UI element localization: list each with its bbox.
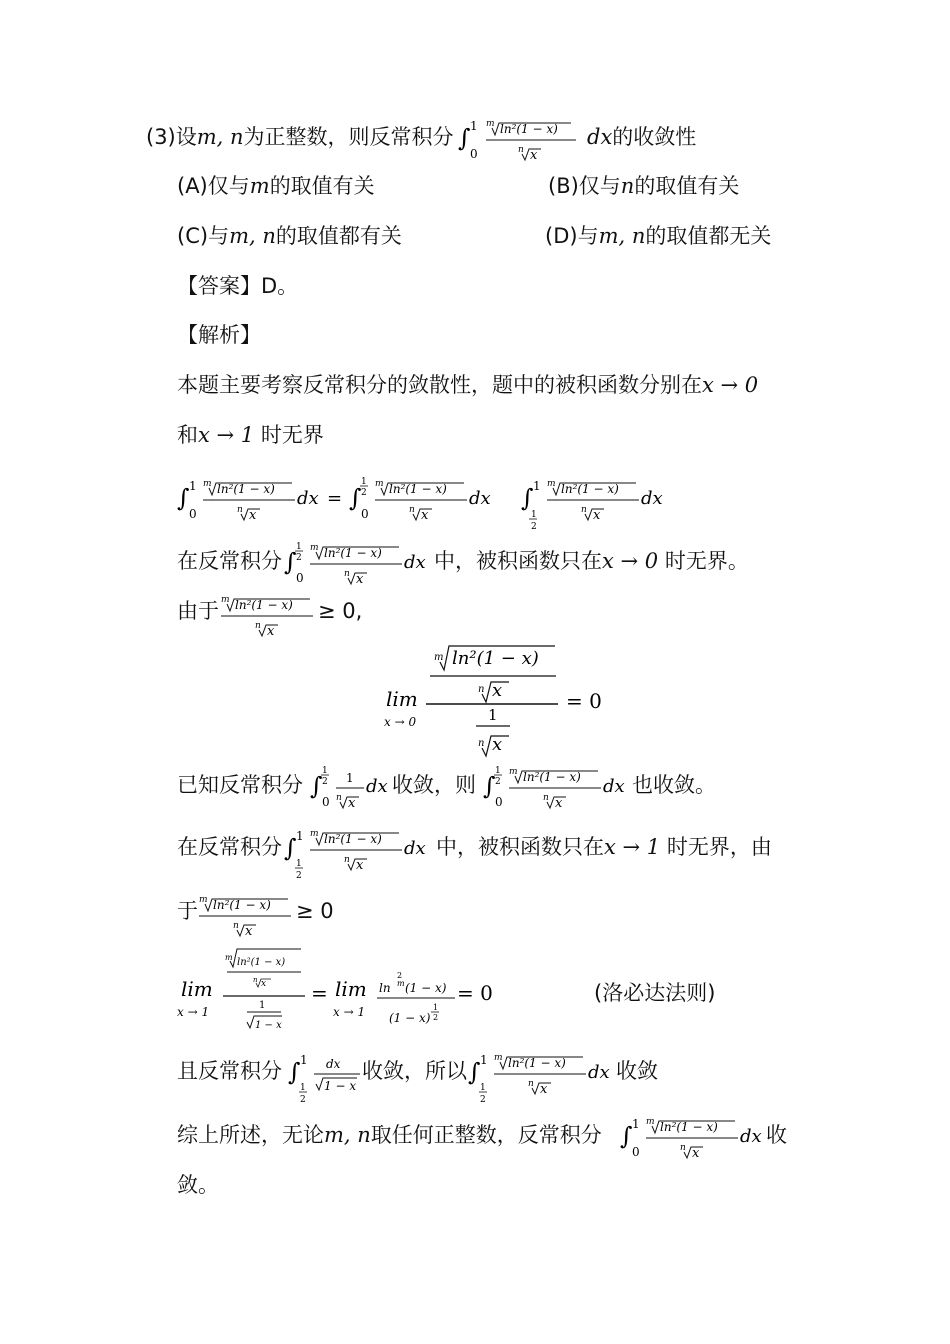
svg-text:1: 1 [259, 1000, 266, 1011]
option-a[interactable]: (A)仅与m的取值有关 [177, 174, 375, 198]
svg-text:n: n [253, 976, 258, 984]
question-tail: dx的收敛性 [587, 125, 697, 149]
integral-reference [310, 764, 390, 816]
svg-text:dx: dx [603, 776, 625, 797]
svg-text:ln²(1 − x): ln²(1 − x) [508, 1056, 566, 1070]
svg-text:dx: dx [740, 1126, 762, 1147]
limit-at-one [177, 944, 517, 1036]
svg-text:1: 1 [480, 1083, 486, 1093]
svg-text:(1 − x): (1 − x) [389, 1011, 431, 1025]
svg-text:n: n [336, 793, 342, 803]
svg-text:x: x [356, 858, 364, 873]
svg-text:x → 0: x → 0 [384, 715, 417, 729]
svg-text:n: n [344, 855, 350, 865]
svg-text:m: m [203, 479, 212, 489]
svg-text:m: m [221, 595, 230, 605]
svg-text:ln²(1 − x): ln²(1 − x) [237, 957, 286, 968]
integral-half-1-conv [468, 1050, 618, 1106]
svg-text:n: n [680, 1143, 686, 1153]
answer-line [177, 273, 298, 299]
svg-text:ln: ln [379, 981, 391, 995]
svg-text:0: 0 [632, 1145, 640, 1159]
integral-0-half [284, 540, 434, 592]
svg-text:m: m [310, 829, 319, 839]
answer-value: D。 [261, 274, 299, 298]
svg-text:= 0: = 0 [566, 689, 602, 713]
svg-text:n: n [237, 505, 243, 515]
paragraph-8-a: 综上所述，无论m, n取任何正整数，反常积分 [177, 1123, 602, 1147]
svg-text:1: 1 [296, 829, 304, 843]
svg-text:n: n [478, 738, 485, 749]
integral-0-half-b [483, 764, 633, 816]
svg-text:m: m [509, 767, 518, 777]
svg-text:n: n [543, 793, 549, 803]
option-b[interactable]: (B)仅与n的取值有关 [548, 174, 740, 198]
svg-text:1: 1 [300, 1083, 306, 1093]
svg-text:m: m [375, 479, 384, 489]
svg-text:2: 2 [480, 1095, 486, 1105]
svg-text:∫: ∫ [468, 1058, 481, 1086]
svg-text:n: n [255, 621, 261, 631]
svg-text:x: x [492, 680, 503, 701]
rule-note: (洛必达法则) [594, 981, 716, 1005]
integral-final [620, 1114, 770, 1166]
svg-text:2: 2 [296, 553, 302, 563]
answer-label: 【答案】 [177, 274, 261, 298]
svg-text:ln²(1 − x): ln²(1 − x) [324, 546, 382, 560]
svg-text:1: 1 [300, 1053, 308, 1067]
question-vars: m, n [196, 125, 244, 149]
svg-text:n: n [528, 1079, 534, 1089]
paragraph-4-c: 也收敛。 [632, 773, 716, 797]
paragraph-2-a: 在反常积分 [177, 549, 282, 573]
svg-text:n: n [233, 921, 239, 931]
svg-text:dx: dx [469, 488, 491, 509]
svg-text:dx: dx [404, 838, 426, 859]
svg-text:m: m [310, 543, 319, 553]
svg-text:n: n [478, 684, 485, 695]
svg-text:=: = [311, 981, 328, 1005]
svg-text:2: 2 [322, 777, 328, 787]
svg-text:1: 1 [488, 706, 498, 724]
integrand-fraction-b [197, 892, 297, 940]
svg-text:∫: ∫ [284, 834, 297, 862]
svg-text:2: 2 [397, 971, 403, 980]
paragraph-6-b: ≥ 0 [296, 899, 334, 923]
svg-text:x: x [267, 624, 275, 639]
svg-text:lim: lim [335, 977, 367, 1001]
analysis-label: 【解析】 [177, 323, 261, 347]
svg-text:dx: dx [588, 1062, 610, 1083]
svg-text:m: m [547, 479, 556, 489]
svg-text:1: 1 [346, 771, 354, 785]
paragraph-3-b: ≥ 0, [318, 599, 363, 623]
svg-text:n: n [344, 569, 350, 579]
svg-text:2: 2 [300, 1095, 306, 1105]
svg-text:n: n [581, 505, 587, 515]
svg-text:1: 1 [495, 766, 501, 776]
integral-half-1 [284, 826, 434, 882]
svg-text:2: 2 [433, 1013, 439, 1022]
svg-text:0: 0 [361, 507, 369, 521]
svg-text:ln²(1 − x): ln²(1 − x) [389, 482, 447, 496]
svg-text:1: 1 [296, 542, 302, 552]
svg-text:x: x [245, 924, 253, 939]
integrand-fraction [219, 592, 319, 640]
upper-limit: 1 [470, 119, 478, 133]
svg-text:∫: ∫ [284, 548, 297, 576]
svg-text:∫: ∫ [177, 484, 190, 512]
svg-text:ln²(1 − x): ln²(1 − x) [217, 482, 275, 496]
svg-text:1: 1 [632, 1117, 640, 1131]
question-line [146, 124, 454, 150]
svg-text:(1 − x): (1 − x) [405, 981, 447, 995]
svg-text:∫: ∫ [288, 1058, 301, 1086]
paragraph-5-b: 中，被积函数只在x → 1 时无界，由 [436, 835, 772, 859]
svg-text:x: x [421, 508, 429, 523]
split-integral-equation [177, 474, 677, 532]
svg-text:1 − x: 1 − x [324, 1079, 357, 1093]
paragraph-6-a: 于 [177, 899, 198, 923]
svg-text:1: 1 [189, 479, 197, 493]
question-integral [458, 116, 588, 168]
svg-text:ln²(1 − x): ln²(1 − x) [523, 770, 581, 784]
lower-limit: 0 [470, 147, 478, 161]
svg-text:1: 1 [361, 477, 367, 487]
svg-text:ln²(1 − x): ln²(1 − x) [235, 598, 293, 612]
paragraph-2-b: 中，被积函数只在x → 0 时无界。 [434, 549, 749, 573]
svg-text:m: m [494, 1053, 503, 1063]
svg-text:1: 1 [322, 766, 328, 776]
svg-text:n: n [409, 505, 415, 515]
svg-text:lim: lim [181, 977, 213, 1001]
svg-text:0: 0 [189, 507, 197, 521]
paragraph-7-b: 收敛，所以 [362, 1059, 467, 1083]
svg-text:0: 0 [296, 571, 304, 585]
svg-text:1 − x: 1 − x [255, 1020, 282, 1031]
paragraph-5-a: 在反常积分 [177, 835, 282, 859]
svg-text:x → 1: x → 1 [177, 1005, 210, 1019]
svg-text:x: x [356, 572, 364, 587]
svg-text:m: m [434, 652, 444, 663]
svg-text:dx: dx [297, 488, 319, 509]
svg-text:ln²(1 − x): ln²(1 − x) [324, 832, 382, 846]
svg-text:2: 2 [361, 488, 367, 498]
svg-text:x: x [555, 796, 563, 811]
paragraph-3-a: 由于 [177, 599, 219, 623]
svg-text:1: 1 [480, 1053, 488, 1067]
svg-text:1: 1 [533, 479, 541, 493]
paragraph-4-b: 收敛，则 [392, 773, 476, 797]
svg-text:x: x [348, 796, 356, 811]
svg-text:1: 1 [433, 1003, 439, 1012]
svg-text:n: n [518, 145, 524, 155]
integral-half-1-ref [288, 1050, 368, 1106]
paragraph-8-d: 敛。 [177, 1173, 219, 1197]
svg-text:x → 1: x → 1 [333, 1005, 366, 1019]
svg-text:x: x [261, 979, 267, 989]
svg-text:=: = [327, 488, 343, 509]
svg-text:dx: dx [326, 1057, 341, 1071]
svg-text:∫: ∫ [521, 484, 534, 512]
svg-text:∫: ∫ [620, 1122, 633, 1150]
svg-text:dx: dx [641, 488, 663, 509]
paragraph-4-a: 已知反常积分 [177, 773, 303, 797]
svg-text:1: 1 [531, 510, 537, 520]
svg-text:dx: dx [366, 776, 388, 797]
svg-text:ln²(1 − x): ln²(1 − x) [452, 648, 539, 669]
svg-text:m: m [199, 895, 208, 905]
question-number: (3) [146, 125, 176, 149]
svg-text:ln²(1 − x): ln²(1 − x) [561, 482, 619, 496]
svg-text:1: 1 [296, 859, 302, 869]
svg-text:m: m [225, 953, 233, 962]
svg-text:ln²(1 − x): ln²(1 − x) [660, 1120, 718, 1134]
svg-text:m: m [486, 119, 495, 129]
svg-text:x: x [540, 1082, 548, 1097]
svg-text:m: m [397, 979, 405, 988]
svg-text:2: 2 [531, 522, 537, 532]
limit-at-zero [382, 642, 612, 758]
svg-text:0: 0 [322, 795, 330, 809]
svg-text:∫: ∫ [483, 772, 496, 800]
paragraph-1-cont: 和x → 1 时无界 [177, 423, 324, 447]
svg-text:x: x [530, 148, 538, 163]
option-c[interactable]: (C)与m, n的取值都有关 [177, 224, 402, 248]
svg-text:dx: dx [404, 552, 426, 573]
svg-text:x: x [249, 508, 257, 523]
radicand: ln²(1 − x) [500, 122, 558, 136]
svg-text:m: m [646, 1117, 655, 1127]
option-d[interactable]: (D)与m, n的取值都无关 [545, 224, 772, 248]
integral-sign: ∫ [458, 124, 471, 152]
svg-text:∫: ∫ [310, 772, 323, 800]
svg-text:2: 2 [495, 777, 501, 787]
paragraph-7-c: 收敛 [616, 1059, 658, 1083]
svg-text:ln²(1 − x): ln²(1 − x) [213, 898, 271, 912]
svg-text:lim: lim [386, 687, 418, 711]
svg-text:x: x [692, 1146, 700, 1161]
paragraph-7-a: 且反常积分 [177, 1059, 282, 1083]
svg-text:= 0: = 0 [457, 981, 493, 1005]
paragraph-8-c: 收 [766, 1123, 787, 1147]
svg-text:x: x [492, 734, 503, 755]
svg-text:x: x [593, 508, 601, 523]
question-stem-mid: 为正整数，则反常积分 [243, 125, 454, 149]
paragraph-1: 本题主要考察反常积分的敛散性，题中的被积函数分别在x → 0 [177, 373, 759, 397]
svg-text:0: 0 [495, 795, 503, 809]
svg-text:2: 2 [296, 871, 302, 881]
question-stem-prefix: 设 [175, 125, 197, 149]
svg-text:∫: ∫ [349, 484, 362, 512]
